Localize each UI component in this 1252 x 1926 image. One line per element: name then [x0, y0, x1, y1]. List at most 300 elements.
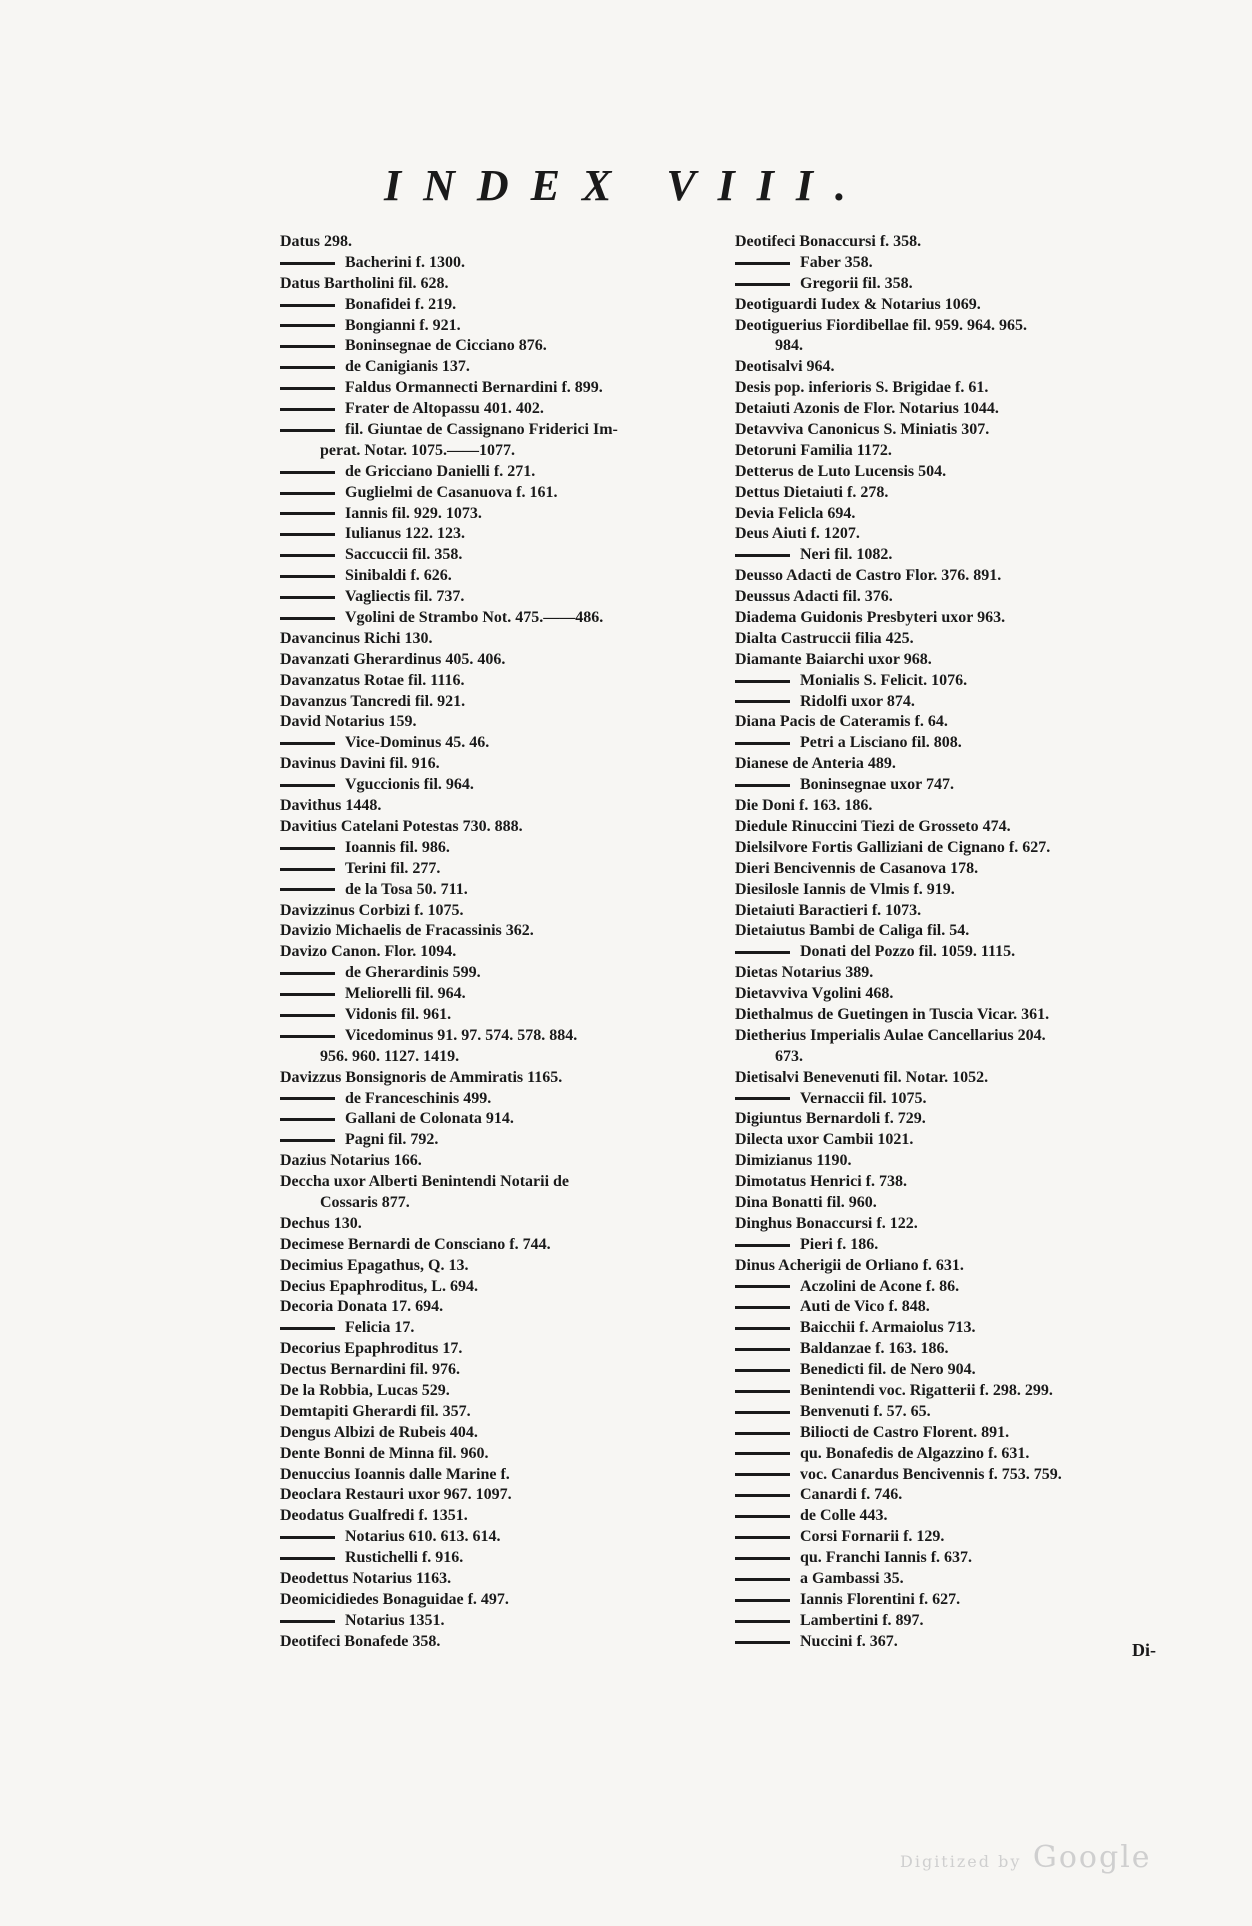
- entry-text: Davinus Davini fil. 916.: [280, 755, 440, 773]
- entry-text: Neri fil. 1082.: [800, 546, 893, 564]
- entry-text: Dilecta uxor Cambii 1021.: [735, 1131, 914, 1149]
- index-entry: [280, 1193, 720, 1214]
- ditto-dash: [280, 596, 335, 599]
- entry-text: Datus Bartholini fil. 628.: [280, 274, 449, 292]
- entry-text: Davanzati Gherardinus 405. 406.: [280, 650, 506, 668]
- ditto-dash: [280, 1014, 335, 1017]
- index-entry: [280, 838, 720, 859]
- ditto-dash: [280, 345, 335, 348]
- entry-text: de Colle 443.: [800, 1507, 888, 1525]
- index-entry: [735, 420, 1175, 441]
- index-entry: [735, 274, 1175, 295]
- index-entry: [735, 1360, 1175, 1381]
- ditto-dash: [735, 700, 790, 703]
- entry-text: Frater de Altopassu 401. 402.: [345, 400, 544, 418]
- entry-text: Vicedominus 91. 97. 574. 578. 884.: [345, 1026, 578, 1044]
- ditto-dash: [735, 1452, 790, 1455]
- index-entry: [280, 1256, 720, 1277]
- entry-text: Deusso Adacti de Castro Flor. 376. 891.: [735, 567, 1002, 585]
- index-entry: [280, 420, 720, 441]
- index-entry: [280, 587, 720, 608]
- entry-text: Dinus Acherigii de Orliano f. 631.: [735, 1256, 964, 1274]
- entry-text: Devia Felicla 694.: [735, 504, 856, 522]
- entry-text: Cossaris 877.: [320, 1193, 410, 1211]
- index-entry: [280, 1089, 720, 1110]
- index-entry: [280, 357, 720, 378]
- index-entry: [280, 1611, 720, 1632]
- index-entry: [735, 232, 1175, 253]
- entry-text: Boninsegnae uxor 747.: [800, 776, 954, 794]
- entry-text: de Gricciano Danielli f. 271.: [345, 462, 536, 480]
- index-entry: [735, 608, 1175, 629]
- entry-text: Vernaccii fil. 1075.: [800, 1089, 927, 1107]
- entry-text: Faber 358.: [800, 253, 873, 271]
- index-entry: [280, 859, 720, 880]
- ditto-dash: [280, 1035, 335, 1038]
- index-entry: [735, 399, 1175, 420]
- index-entry: [735, 712, 1175, 733]
- index-entry: [735, 1172, 1175, 1193]
- entry-text: Dettus Dietaiuti f. 278.: [735, 483, 889, 501]
- index-entry: [735, 1047, 1175, 1068]
- index-entry: [735, 1611, 1175, 1632]
- ditto-dash: [280, 1139, 335, 1142]
- index-entry: [280, 1569, 720, 1590]
- index-entry: [735, 692, 1175, 713]
- index-entry: [735, 336, 1175, 357]
- index-entry: [735, 295, 1175, 316]
- entry-text: Canardi f. 746.: [800, 1486, 903, 1504]
- page-title: INDEX VIII.: [383, 161, 869, 210]
- index-entry: [735, 1318, 1175, 1339]
- entry-text: Sinibaldi f. 626.: [345, 567, 452, 585]
- entry-text: Deotisalvi 964.: [735, 358, 835, 376]
- entry-text: 956. 960. 1127. 1419.: [320, 1047, 460, 1065]
- right-column: [735, 232, 1175, 1653]
- entry-text: Deussus Adacti fil. 376.: [735, 588, 893, 606]
- ditto-dash: [280, 1097, 335, 1100]
- index-entry: [280, 1360, 720, 1381]
- entry-text: Terini fil. 277.: [345, 859, 441, 877]
- entry-text: Iulianus 122. 123.: [345, 525, 466, 543]
- entry-text: Corsi Fornarii f. 129.: [800, 1528, 945, 1546]
- entry-text: Saccuccii fil. 358.: [345, 546, 463, 564]
- ditto-dash: [735, 1244, 790, 1247]
- entry-text: Detoruni Familia 1172.: [735, 441, 892, 459]
- ditto-dash: [735, 1578, 790, 1581]
- entry-text: Detterus de Luto Lucensis 504.: [735, 462, 947, 480]
- index-entry: [735, 817, 1175, 838]
- entry-text: Diedule Rinuccini Tiezi de Grosseto 474.: [735, 817, 1011, 835]
- entry-text: Pieri f. 186.: [800, 1235, 879, 1253]
- entry-text: Dechus 130.: [280, 1214, 362, 1232]
- entry-text: Vguccionis fil. 964.: [345, 776, 474, 794]
- entry-text: a Gambassi 35.: [800, 1570, 904, 1587]
- index-entry: [735, 1339, 1175, 1360]
- ditto-dash: [280, 471, 335, 474]
- index-entry: [735, 1590, 1175, 1611]
- index-entry: [735, 1423, 1175, 1444]
- index-entry: [280, 483, 720, 504]
- ditto-dash: [735, 262, 790, 265]
- entry-text: Diana Pacis de Cateramis f. 64.: [735, 713, 948, 731]
- index-entry: [280, 1465, 720, 1486]
- ditto-dash: [280, 366, 335, 369]
- ditto-dash: [735, 1327, 790, 1330]
- index-entry: [280, 1485, 720, 1506]
- entry-text: Baldanzae f. 163. 186.: [800, 1340, 949, 1358]
- entry-text: Vagliectis fil. 737.: [345, 588, 465, 606]
- index-entry: [280, 984, 720, 1005]
- entry-text: Iannis fil. 929. 1073.: [345, 504, 482, 522]
- entry-text: Decorius Epaphroditus 17.: [280, 1340, 463, 1358]
- ditto-dash: [280, 784, 335, 787]
- index-entry: [280, 462, 720, 483]
- index-entry: [735, 1130, 1175, 1151]
- entry-text: Dianese de Anteria 489.: [735, 755, 896, 773]
- entry-text: Dina Bonatti fil. 960.: [735, 1193, 877, 1211]
- index-entry: [735, 1402, 1175, 1423]
- index-entry: [735, 1548, 1175, 1569]
- left-column: [280, 232, 720, 1653]
- ditto-dash: [280, 742, 335, 745]
- entry-text: De la Robbia, Lucas 529.: [280, 1381, 450, 1399]
- ditto-dash: [735, 784, 790, 787]
- index-entry: [280, 1277, 720, 1298]
- entry-text: Benintendi voc. Rigatterii f. 298. 299.: [800, 1381, 1053, 1399]
- index-entry: [735, 566, 1175, 587]
- index-entry: [735, 253, 1175, 274]
- index-entry: [280, 1068, 720, 1089]
- entry-text: Decius Epaphroditus, L. 694.: [280, 1277, 478, 1295]
- ditto-dash: [280, 1327, 335, 1330]
- ditto-dash: [735, 1473, 790, 1476]
- entry-text: Bongianni f. 921.: [345, 316, 461, 334]
- ditto-dash: [735, 1599, 790, 1602]
- index-entry: [280, 901, 720, 922]
- index-entry: [735, 796, 1175, 817]
- entry-text: 673.: [775, 1047, 803, 1065]
- entry-text: de la Tosa 50. 711.: [345, 880, 468, 898]
- ditto-dash: [280, 512, 335, 515]
- entry-text: Lambertini f. 897.: [800, 1611, 924, 1629]
- ditto-dash: [280, 1557, 335, 1560]
- index-entry: [735, 1089, 1175, 1110]
- index-entry: [735, 1109, 1175, 1130]
- index-entry: [280, 733, 720, 754]
- entry-text: 984.: [775, 337, 803, 355]
- watermark-prefix: Digitized by: [900, 1852, 1022, 1871]
- index-entry: [735, 1297, 1175, 1318]
- index-entry: [280, 1151, 720, 1172]
- entry-text: Detaiuti Azonis de Flor. Notarius 1044.: [735, 400, 999, 418]
- index-entry: [280, 1590, 720, 1611]
- entry-text: Deotiguerius Fiordibellae fil. 959. 964. 965.: [735, 316, 1027, 334]
- index-entry: [280, 608, 720, 629]
- entry-text: Decimius Epagathus, Q. 13.: [280, 1256, 469, 1274]
- ditto-dash: [280, 492, 335, 495]
- entry-text: Nuccini f. 367.: [800, 1632, 898, 1650]
- index-entry: [735, 1485, 1175, 1506]
- entry-text: Monialis S. Felicit. 1076.: [800, 671, 968, 689]
- index-entry: [735, 1569, 1175, 1590]
- ditto-dash: [280, 1536, 335, 1539]
- ditto-dash: [735, 1620, 790, 1623]
- index-entry: [280, 1235, 720, 1256]
- index-entry: [735, 880, 1175, 901]
- index-entry: [280, 1026, 720, 1047]
- ditto-dash: [280, 868, 335, 871]
- entry-text: Benvenuti f. 57. 65.: [800, 1402, 931, 1420]
- index-entry: [735, 1381, 1175, 1402]
- entry-text: qu. Franchi Iannis f. 637.: [800, 1549, 973, 1567]
- entry-text: Dazius Notarius 166.: [280, 1152, 422, 1170]
- entry-text: de Franceschinis 499.: [345, 1089, 492, 1107]
- ditto-dash: [280, 408, 335, 411]
- index-entry: [280, 1632, 720, 1653]
- ditto-dash: [735, 1494, 790, 1497]
- entry-text: Davizzinus Corbizi f. 1075.: [280, 901, 464, 919]
- index-entry: [280, 1339, 720, 1360]
- entry-text: Davizo Canon. Flor. 1094.: [280, 943, 457, 961]
- index-entry: [735, 1444, 1175, 1465]
- index-entry: [280, 963, 720, 984]
- ditto-dash: [280, 993, 335, 996]
- index-entry: [735, 545, 1175, 566]
- index-entry: [280, 1172, 720, 1193]
- index-entry: [735, 357, 1175, 378]
- entry-text: Pagni fil. 792.: [345, 1131, 439, 1149]
- index-entry: [735, 1527, 1175, 1548]
- entry-text: Deodatus Gualfredi f. 1351.: [280, 1507, 468, 1525]
- entry-text: Denuccius Ioannis dalle Marine f.: [280, 1465, 510, 1483]
- ditto-dash: [735, 1641, 790, 1644]
- ditto-dash: [735, 283, 790, 286]
- ditto-dash: [280, 533, 335, 536]
- entry-text: de Gherardinis 599.: [345, 964, 481, 982]
- ditto-dash: [280, 304, 335, 307]
- entry-text: Notarius 610. 613. 614.: [345, 1528, 501, 1546]
- index-entry: [280, 921, 720, 942]
- entry-text: Dengus Albizi de Rubeis 404.: [280, 1423, 478, 1441]
- index-entry: [735, 1465, 1175, 1486]
- index-entry: [280, 629, 720, 650]
- entry-text: Dimizianus 1190.: [735, 1152, 852, 1170]
- entry-text: Ridolfi uxor 874.: [800, 692, 915, 710]
- ditto-dash: [735, 680, 790, 683]
- entry-text: Deotiguardi Iudex & Notarius 1069.: [735, 295, 981, 313]
- entry-text: Aczolini de Acone f. 86.: [800, 1277, 960, 1295]
- index-entry: [280, 274, 720, 295]
- entry-text: Biliocti de Castro Florent. 891.: [800, 1423, 1010, 1441]
- entry-text: Digiuntus Bernardoli f. 729.: [735, 1110, 926, 1128]
- ditto-dash: [280, 617, 335, 620]
- entry-text: Davanzus Tancredi fil. 921.: [280, 692, 466, 710]
- entry-text: Donati del Pozzo fil. 1059. 1115.: [800, 943, 1016, 961]
- ditto-dash: [735, 742, 790, 745]
- entry-text: Felicia 17.: [345, 1319, 415, 1337]
- ditto-dash: [735, 1306, 790, 1309]
- ditto-dash: [280, 324, 335, 327]
- ditto-dash: [280, 429, 335, 432]
- index-entry: [280, 1506, 720, 1527]
- ditto-dash: [735, 1557, 790, 1560]
- index-entry: [280, 1005, 720, 1026]
- entry-text: Faldus Ormannecti Bernardini f. 899.: [345, 379, 603, 397]
- entry-text: Petri a Lisciano fil. 808.: [800, 734, 962, 752]
- entry-text: Deomicidiedes Bonaguidae f. 497.: [280, 1590, 509, 1608]
- ditto-dash: [735, 1348, 790, 1351]
- index-entry: [735, 1214, 1175, 1235]
- index-entry: [735, 963, 1175, 984]
- ditto-dash: [735, 1515, 790, 1518]
- ditto-dash: [735, 1097, 790, 1100]
- index-entry: [735, 587, 1175, 608]
- entry-text: Dinghus Bonaccursi f. 122.: [735, 1214, 918, 1232]
- entry-text: Deotifeci Bonaccursi f. 358.: [735, 233, 922, 250]
- index-entry: [735, 1632, 1175, 1653]
- index-entry: [735, 859, 1175, 880]
- entry-text: Davitius Catelani Potestas 730. 888.: [280, 817, 523, 835]
- ditto-dash: [735, 554, 790, 557]
- index-entry: [735, 1068, 1175, 1089]
- index-entry: [280, 566, 720, 587]
- index-entry: [280, 650, 720, 671]
- index-entry: [280, 295, 720, 316]
- entry-text: Desis pop. inferioris S. Brigidae f. 61.: [735, 379, 989, 397]
- index-entry: [280, 253, 720, 274]
- entry-text: Deotifeci Bonafede 358.: [280, 1632, 441, 1650]
- entry-text: Davancinus Richi 130.: [280, 629, 433, 647]
- index-entry: [280, 1548, 720, 1569]
- watermark-brand: Google: [1032, 1840, 1152, 1875]
- ditto-dash: [280, 1620, 335, 1623]
- entry-text: Davizzus Bonsignoris de Ammiratis 1165.: [280, 1068, 563, 1086]
- index-entry: [280, 942, 720, 963]
- entry-text: David Notarius 159.: [280, 713, 417, 731]
- entry-text: Ioannis fil. 986.: [345, 838, 450, 856]
- entry-text: Dimotatus Henrici f. 738.: [735, 1173, 907, 1191]
- index-entry: [280, 316, 720, 337]
- index-entry: [280, 1444, 720, 1465]
- entry-text: Iannis Florentini f. 627.: [800, 1590, 961, 1608]
- entry-text: Die Doni f. 163. 186.: [735, 797, 873, 815]
- index-entry: [735, 671, 1175, 692]
- entry-text: Boninsegnae de Cicciano 876.: [345, 337, 547, 355]
- entry-text: Decoria Donata 17. 694.: [280, 1298, 444, 1316]
- index-entry: [735, 524, 1175, 545]
- index-entry: [280, 1402, 720, 1423]
- entry-text: Dielsilvore Fortis Galliziani de Cignano f. 627.: [735, 838, 1051, 856]
- index-entry: [735, 378, 1175, 399]
- entry-text: fil. Giuntae de Cassignano Friderici Im-: [345, 421, 618, 439]
- ditto-dash: [735, 1432, 790, 1435]
- index-entry: [735, 754, 1175, 775]
- index-entry: [280, 336, 720, 357]
- ditto-dash: [280, 262, 335, 265]
- entry-text: Vgolini de Strambo Not. 475.——486.: [345, 609, 604, 627]
- ditto-dash: [280, 1118, 335, 1121]
- entry-text: Detavviva Canonicus S. Miniatis 307.: [735, 421, 990, 439]
- entry-text: Dietas Notarius 389.: [735, 964, 874, 982]
- index-entry: [280, 1297, 720, 1318]
- index-entry: [735, 629, 1175, 650]
- entry-text: perat. Notar. 1075.——1077.: [320, 441, 515, 459]
- index-entry: [280, 754, 720, 775]
- entry-text: Deodettus Notarius 1163.: [280, 1570, 452, 1587]
- ditto-dash: [280, 888, 335, 891]
- index-entry: [735, 504, 1175, 525]
- entry-text: Gallani de Colonata 914.: [345, 1110, 514, 1128]
- index-entry: [735, 921, 1175, 942]
- entry-text: Davizio Michaelis de Fracassinis 362.: [280, 922, 534, 940]
- entry-text: Datus 298.: [280, 233, 353, 250]
- entry-text: Dietisalvi Benevenuti fil. Notar. 1052.: [735, 1068, 989, 1086]
- entry-text: Diesilosle Iannis de Vlmis f. 919.: [735, 880, 955, 898]
- entry-text: Gregorii fil. 358.: [800, 274, 913, 292]
- entry-text: Dieri Bencivennis de Casanova 178.: [735, 859, 979, 877]
- entry-text: de Canigianis 137.: [345, 358, 470, 376]
- ditto-dash: [735, 1536, 790, 1539]
- index-entry: [280, 671, 720, 692]
- ditto-dash: [735, 1369, 790, 1372]
- index-entry: [735, 1277, 1175, 1298]
- entry-text: Demtapiti Gherardi fil. 357.: [280, 1402, 471, 1420]
- index-entry: [735, 1151, 1175, 1172]
- entry-text: Deccha uxor Alberti Benintendi Notarii de: [280, 1173, 570, 1191]
- entry-text: Guglielmi de Casanuova f. 161.: [345, 483, 558, 501]
- index-entry: [280, 1047, 720, 1068]
- index-entry: [735, 984, 1175, 1005]
- catchword: Di-: [1132, 1640, 1156, 1660]
- entry-text: Dietaiuti Baractieri f. 1073.: [735, 901, 922, 919]
- index-entry: [735, 316, 1175, 337]
- index-entry: [280, 399, 720, 420]
- index-entry: [280, 1130, 720, 1151]
- index-entry: [280, 796, 720, 817]
- index-entry: [735, 901, 1175, 922]
- entry-text: Bacherini f. 1300.: [345, 253, 465, 271]
- ditto-dash: [280, 847, 335, 850]
- entry-text: Meliorelli fil. 964.: [345, 985, 466, 1003]
- index-entry: [735, 441, 1175, 462]
- entry-text: Diamante Baiarchi uxor 968.: [735, 650, 932, 668]
- index-entry: [280, 1318, 720, 1339]
- index-entry: [280, 441, 720, 462]
- index-entry: [735, 1005, 1175, 1026]
- ditto-dash: [280, 575, 335, 578]
- entry-text: Davithus 1448.: [280, 797, 382, 815]
- entry-text: Vice-Dominus 45. 46.: [345, 734, 490, 752]
- entry-text: Auti de Vico f. 848.: [800, 1298, 930, 1316]
- entry-text: Diethalmus de Guetingen in Tuscia Vicar. 361.: [735, 1005, 1050, 1023]
- entry-text: Decimese Bernardi de Consciano f. 744.: [280, 1235, 551, 1253]
- entry-text: Benedicti fil. de Nero 904.: [800, 1361, 976, 1379]
- ditto-dash: [280, 387, 335, 390]
- index-entry: [735, 1026, 1175, 1047]
- index-entry: [280, 524, 720, 545]
- ditto-dash: [735, 1285, 790, 1288]
- entry-text: Dectus Bernardini fil. 976.: [280, 1361, 460, 1379]
- index-entry: [280, 1423, 720, 1444]
- index-entry: [735, 1506, 1175, 1527]
- entry-text: qu. Bonafedis de Algazzino f. 631.: [800, 1444, 1030, 1462]
- index-entry: [280, 1527, 720, 1548]
- index-entry: [280, 1214, 720, 1235]
- entry-text: Notarius 1351.: [345, 1611, 445, 1629]
- index-entry: [735, 838, 1175, 859]
- ditto-dash: [735, 951, 790, 954]
